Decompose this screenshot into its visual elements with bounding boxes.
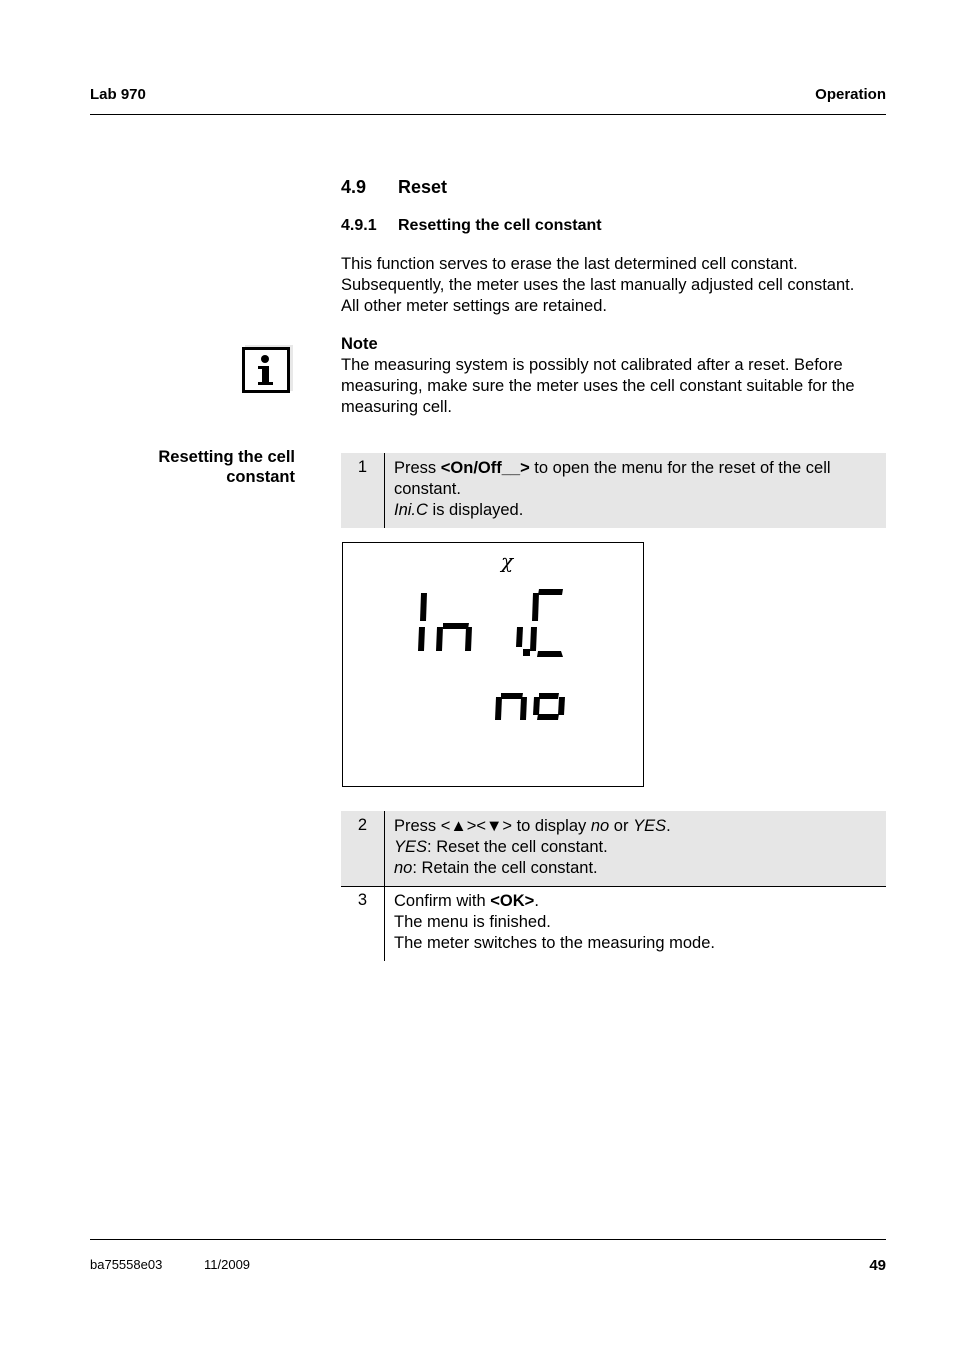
- step-2: [341, 811, 886, 886]
- step-text-italic: YES: [394, 838, 428, 856]
- margin-label: [158, 447, 295, 487]
- intro-paragraph: [341, 254, 854, 317]
- step-text-italic: YES: [633, 817, 667, 835]
- margin-label-line: Resetting the cell: [158, 448, 295, 466]
- note-line: measuring, make sure the meter uses the cell constant suitable for the: [341, 377, 855, 395]
- step-text: [394, 891, 878, 954]
- footer-doc-id: ba75558e03: [90, 1257, 163, 1272]
- step-number: 3: [357, 891, 368, 909]
- conductivity-symbol: χ: [501, 549, 514, 573]
- step-text-run: .: [534, 892, 539, 910]
- footer-date: 11/2009: [204, 1257, 251, 1272]
- step-text-run: or: [609, 817, 634, 835]
- header-left: Lab 970: [90, 86, 146, 103]
- step-divider: [384, 811, 385, 886]
- intro-line: Subsequently, the meter uses the last manually adjusted cell constant.: [341, 276, 855, 294]
- step-number: 2: [357, 816, 368, 834]
- info-icon: [242, 342, 296, 394]
- step-text: [394, 458, 878, 521]
- subsection-number: 4.9.1: [341, 217, 377, 234]
- footer-rule: [90, 1239, 886, 1240]
- step-divider: [384, 887, 385, 961]
- step-text-run: Press: [394, 459, 441, 477]
- step-text-line: The menu is finished.: [394, 913, 551, 931]
- lcd-segments: [343, 543, 643, 786]
- section-number: 4.9: [341, 177, 367, 197]
- step-text-run: is displayed.: [427, 501, 524, 519]
- step-text-run: : Reset the cell constant.: [427, 838, 608, 856]
- page-number: 49: [869, 1257, 886, 1274]
- step-text-run: : Retain the cell constant.: [412, 859, 598, 877]
- key-label: <On/Off__>: [440, 459, 530, 477]
- step-text-line: The meter switches to the measuring mode.: [394, 934, 715, 952]
- step-text-run: Press: [394, 817, 441, 835]
- step-number: 1: [357, 458, 368, 476]
- meter-display: [342, 542, 644, 787]
- header-right: Operation: [815, 86, 886, 103]
- key-label: <OK>: [490, 892, 535, 910]
- step-text-line: constant.: [394, 480, 461, 498]
- section-heading: [341, 177, 447, 198]
- margin-label-line: constant: [226, 468, 295, 486]
- subsection-heading: [341, 217, 602, 235]
- step-text-italic: no: [394, 859, 413, 877]
- step-text-run: Confirm with: [394, 892, 491, 910]
- step-text-italic: no: [590, 817, 610, 835]
- step-text-run: to open the menu for the reset of the cell: [529, 459, 831, 477]
- step-text-run: to display: [511, 817, 591, 835]
- intro-line: This function serves to erase the last determined cell constant.: [341, 255, 798, 273]
- step-3: [341, 887, 886, 961]
- note-line: measuring cell.: [341, 398, 452, 416]
- step-1: [341, 453, 886, 528]
- step-divider: [384, 453, 385, 528]
- subsection-title: Resetting the cell constant: [398, 217, 602, 234]
- header-rule: [90, 114, 886, 115]
- key-label: <▲><▼>: [440, 817, 512, 835]
- step-text-italic: Ini.C: [394, 501, 428, 519]
- intro-line: All other meter settings are retained.: [341, 297, 607, 315]
- note-line: The measuring system is possibly not calibrated after a reset. Before: [341, 356, 843, 374]
- step-text: [394, 816, 878, 879]
- note-block: [341, 334, 855, 418]
- note-title: Note: [341, 335, 378, 353]
- section-title: Reset: [398, 177, 448, 197]
- step-text-run: .: [666, 817, 671, 835]
